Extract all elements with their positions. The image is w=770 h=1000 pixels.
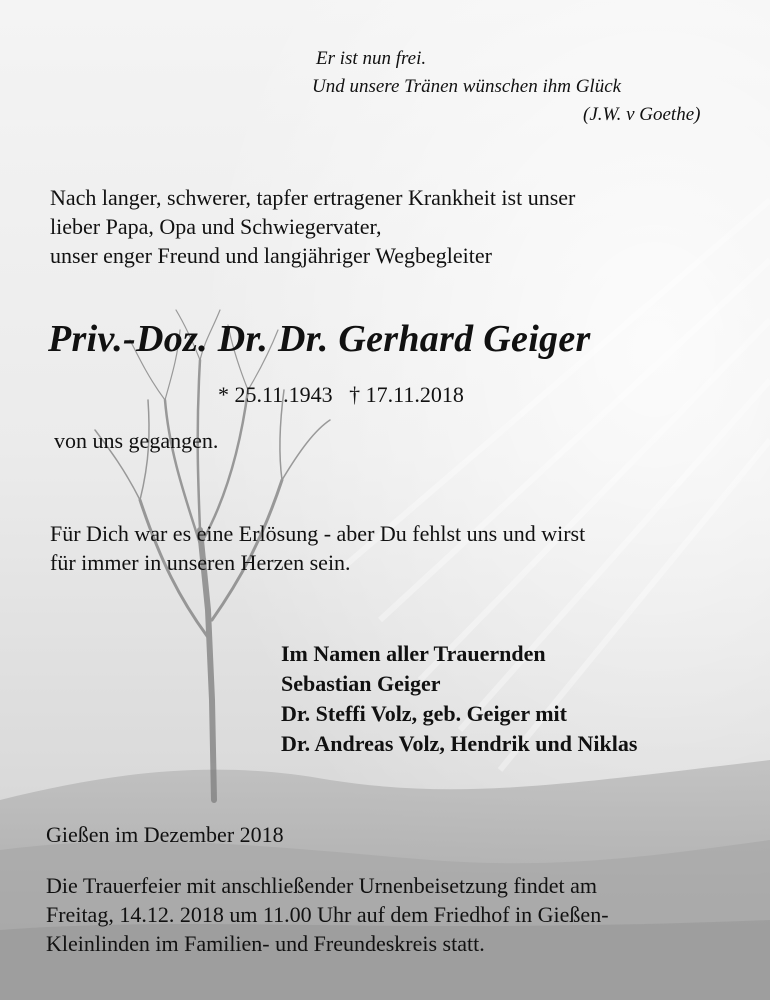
mourners-line-1: Im Namen aller Trauernden — [281, 641, 546, 666]
place-date: Gießen im Dezember 2018 — [46, 822, 284, 847]
deceased-name: Priv.-Doz. Dr. Dr. Gerhard Geiger — [48, 318, 591, 360]
funeral-line-1: Die Trauerfeier mit anschließender Urnenbeisetzung findet am — [46, 873, 598, 898]
mourners-block — [281, 639, 637, 759]
quote-line-2: Und unsere Tränen wünschen ihm Glück — [312, 76, 622, 97]
mourners-line-3: Dr. Steffi Volz, geb. Geiger mit — [281, 701, 567, 726]
intro-line-2: lieber Papa, Opa und Schwiegervater, — [50, 214, 382, 239]
deceased-dates: * 25.11.1943 † 17.11.2018 — [218, 382, 464, 407]
intro-line-1: Nach langer, schwerer, tapfer ertragener Krankheit ist unser — [50, 185, 576, 210]
mourners-line-4: Dr. Andreas Volz, Hendrik und Niklas — [281, 731, 638, 756]
quote-author: (J.W. v Goethe) — [583, 104, 701, 125]
passed-text: von uns gegangen. — [54, 428, 219, 453]
farewell-line-1: Für Dich war es eine Erlösung - aber Du fehlst uns und wirst — [50, 521, 586, 546]
intro-line-3: unser enger Freund und langjähriger Wegbegleiter — [50, 243, 492, 268]
funeral-info — [46, 871, 609, 958]
intro-text — [50, 183, 575, 270]
farewell-text — [50, 519, 585, 577]
funeral-line-2: Freitag, 14.12. 2018 um 11.00 Uhr auf dem Friedhof in Gießen- — [46, 902, 609, 927]
mourners-line-2: Sebastian Geiger — [281, 671, 441, 696]
quote-line-1: Er ist nun frei. — [316, 48, 427, 69]
farewell-line-2: für immer in unseren Herzen sein. — [50, 550, 351, 575]
funeral-line-3: Kleinlinden im Familien- und Freundeskreis statt. — [46, 931, 485, 956]
